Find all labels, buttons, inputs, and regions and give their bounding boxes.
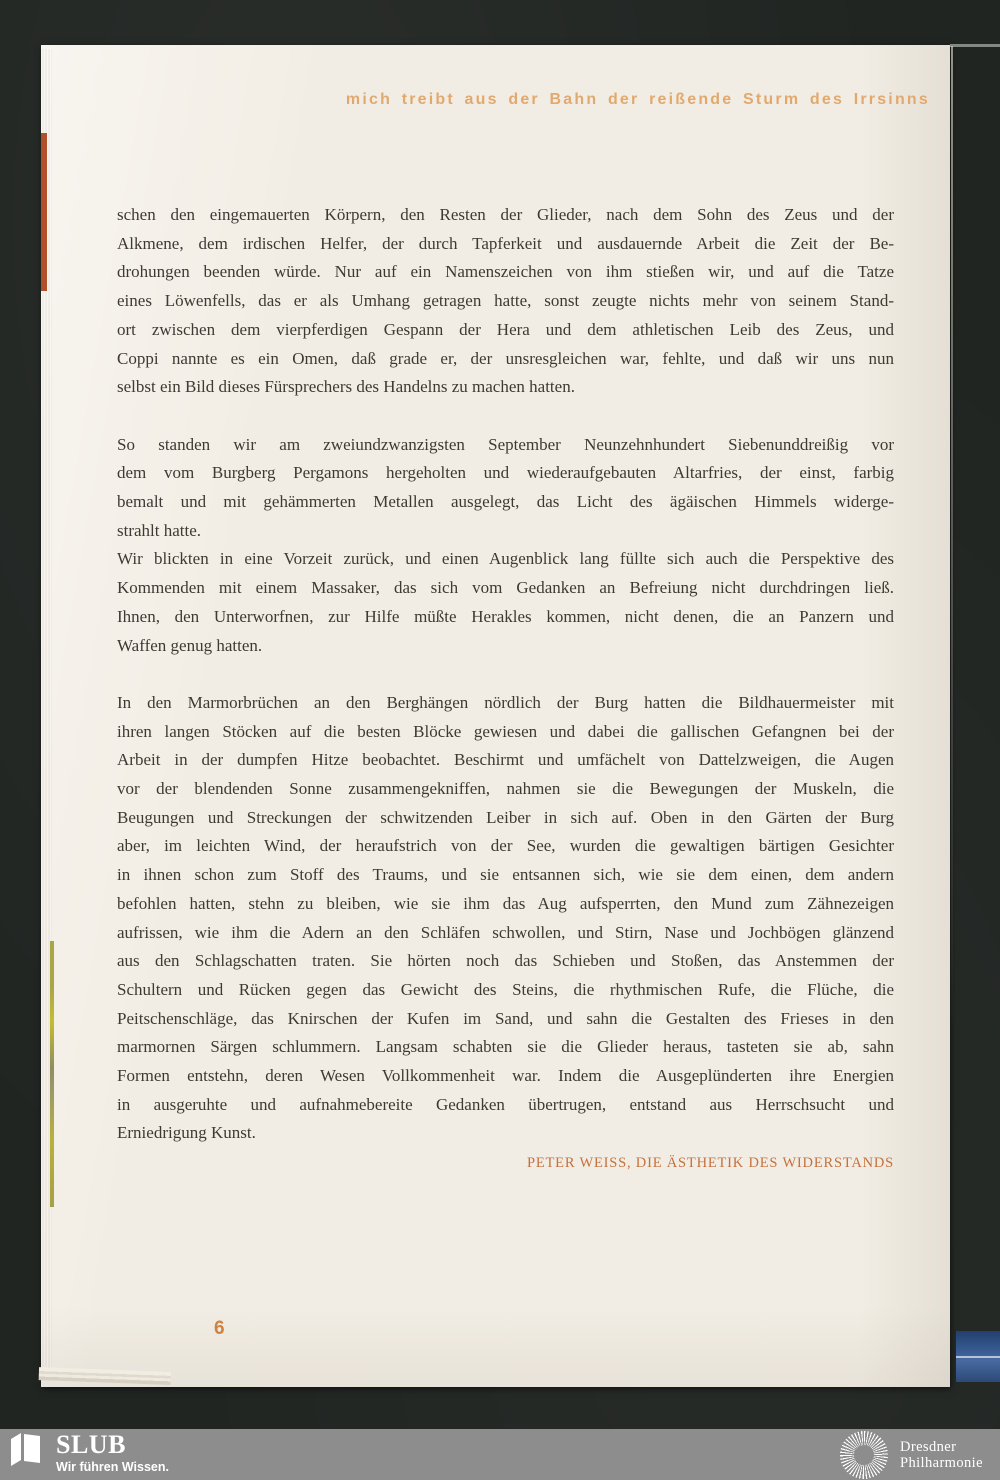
text-line: selbst ein Bild dieses Fürsprechers des Handelns zu machen hatten.	[117, 377, 575, 397]
text-line: Alkmene, dem irdischen Helfer, der durch Tapferkeit und ausdauernde Arbeit die Zeit der Be-	[117, 233, 894, 253]
attribution-line: PETER WEISS, DIE ÄSTHETIK DES WIDERSTANDS	[526, 1155, 894, 1172]
text-line: ihren langen Stöcken auf die besten Blöcke gewiesen und dabei die gallischen Gefangnen bei der	[117, 721, 894, 741]
text-line: Waffen genug hatten.	[117, 635, 263, 655]
text-line: ort zwischen dem vierpferdigen Gespann der Hera und dem athletischen Leib des Zeus, und	[117, 319, 894, 339]
text-line: dem vom Burgberg Pergamons hergeholten und wiederaufgebauten Altarfries, der einst, farbig	[117, 463, 894, 483]
yellow-edge-strip	[50, 941, 54, 1207]
slub-text	[56, 1431, 169, 1475]
paragraph	[117, 201, 894, 402]
text-line: in ihnen schon zum Stoff des Traums, und sie entsannen sich, wie sie dem einen, dem andern	[117, 865, 894, 885]
watermark-footer-bar	[0, 1429, 1000, 1480]
text-line: Coppi nannte es ein Omen, daß grade er, der unsresgleichen war, fehlte, und daß wir uns nun	[117, 348, 894, 368]
blue-edge-mark	[956, 1331, 1000, 1382]
text-line: drohungen beenden würde. Nur auf ein Namenszeichen von ihm stießen wir, und auf die Tatze	[117, 262, 894, 282]
slub-tagline: Wir führen Wissen.	[56, 1460, 169, 1474]
text-line: eines Löwenfells, das er als Umhang getragen hatte, sonst zeugte nichts mehr von seinem Stand-	[117, 291, 894, 311]
text-line: So standen wir am zweiundzwanzigsten September Neunzehnhundert Siebenunddreißig vor	[117, 434, 894, 454]
text-line: Arbeit in der dumpfen Hitze beobachtet. Beschirmt und umfächelt von Dattelzweigen, die Augen	[117, 750, 894, 770]
text-line: Kommenden mit einem Massaker, das sich vom Gedanken an Befreiung nicht durchdringen ließ.	[117, 578, 894, 598]
scanned-page	[41, 45, 950, 1387]
book-edge-line	[950, 44, 1000, 47]
text-line: befohlen hatten, stehn zu bleiben, wie sie ihm das Aug aufsperrten, den Mund zum Zähnezeigen	[117, 893, 894, 913]
running-head-quote: mich treibt aus der Bahn der reißende Sturm des Irrsinns	[345, 91, 930, 108]
orange-edge-tab	[41, 133, 47, 291]
text-line: Formen entstehn, deren Wesen Vollkommenheit war. Indem die Ausgeplünderten ihre Energien	[117, 1066, 894, 1086]
text-line: Schultern und Rücken gegen das Gewicht des Steins, die rhythmischen Rufe, die Flüche, die	[117, 979, 894, 999]
text-line: Beugungen und Streckungen der schwitzenden Leiber in sich auf. Oben in den Gärten der Burg	[117, 807, 894, 827]
text-line: in ausgeruhte und aufnahmebereite Gedanken übertrugen, entstand aus Herrschsucht und	[117, 1094, 894, 1114]
text-line: aufrissen, wie ihm die Adern an den Schläfen schwollen, und Stirn, Nase und Jochbögen glänzend	[117, 922, 894, 942]
slub-wordmark: SLUB	[56, 1430, 126, 1459]
page-stack-edge	[39, 1367, 171, 1385]
paragraph	[117, 431, 894, 546]
text-line: schen den eingemauerten Körpern, den Resten der Glieder, nach dem Sohn des Zeus und der	[117, 205, 894, 224]
paragraph-container	[117, 201, 894, 1148]
book-icon	[11, 1433, 41, 1466]
paragraph	[117, 689, 894, 1148]
text-line: Wir blickten in eine Vorzeit zurück, und einen Augenblick lang füllte sich auch die Perspektive des	[117, 549, 894, 569]
body-text-block	[117, 201, 894, 1178]
page-number: 6	[214, 1318, 226, 1339]
text-line: vor der blendenden Sonne zusammengekniffen, nahmen sie die Bewegungen der Muskeln, die	[117, 779, 894, 799]
text-line: aber, im leichten Wind, der heraufstrich von der See, wurden die gewaltigen bärtigen Gesichter	[117, 836, 894, 856]
text-line: In den Marmorbrüchen an den Berghängen nördlich der Burg hatten die Bildhauermeister mit	[117, 692, 894, 712]
page-edge-highlight	[951, 46, 953, 1026]
text-line: marmornen Särgen schlummern. Langsam schabten sie die Glieder heraus, tasteten sie ab, sahn	[117, 1037, 894, 1057]
text-line: Ihnen, den Unterworfnen, zur Hilfe müßte Herakles kommen, nicht denen, die an Panzern und	[117, 606, 894, 626]
philharmonie-wordmark	[900, 1439, 983, 1471]
text-line: aus den Schlagschatten traten. Sie hörten noch das Schieben und Stoßen, das Anstemmen der	[117, 951, 894, 971]
philharmonie-line1: Dresdner	[900, 1438, 957, 1455]
starburst-icon	[840, 1431, 888, 1479]
paragraph	[117, 545, 894, 660]
text-line: strahlt hatte.	[117, 520, 202, 540]
blue-mark-glint	[956, 1356, 1000, 1358]
philharmonie-logo-block	[840, 1429, 983, 1480]
text-line: bemalt und mit gehämmerten Metallen ausgelegt, das Licht des ägäischen Himmels widerge-	[117, 492, 894, 512]
text-line: Erniedrigung Kunst.	[117, 1123, 256, 1143]
slub-logo-block	[11, 1431, 169, 1475]
text-line: Peitschenschläge, das Knirschen der Kufen im Sand, und sahn die Gestalten des Frieses in den	[117, 1008, 894, 1028]
philharmonie-line2: Philharmonie	[900, 1454, 983, 1471]
